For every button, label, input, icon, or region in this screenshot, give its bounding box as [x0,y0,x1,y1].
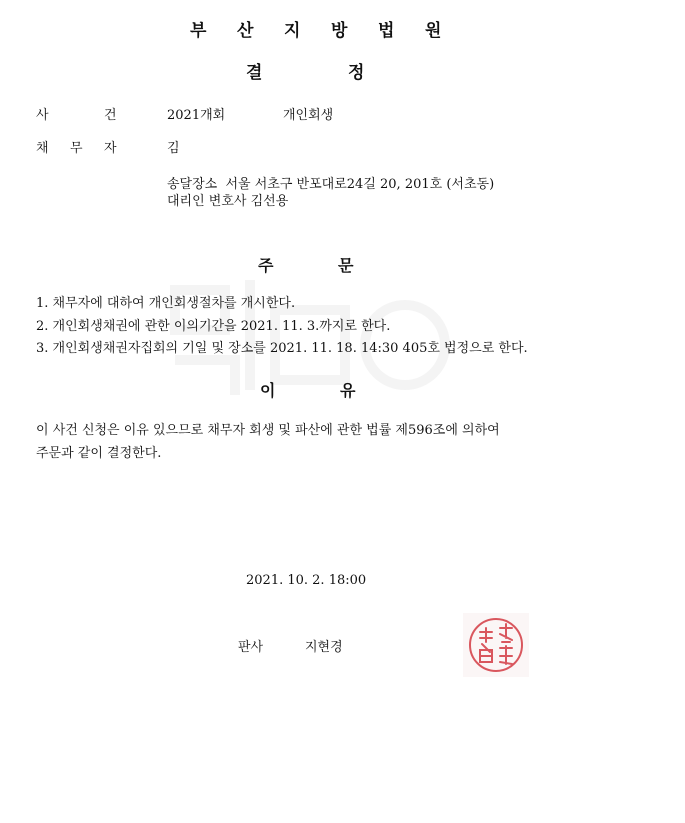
seal-icon [462,612,530,678]
judge-title: 판사 [238,640,264,655]
order-item: 3. 개인회생채권자집회의 기일 및 장소를 2021. 11. 18. 14:30 405호 법정으로 한다. [36,341,528,356]
order-heading-char: 문 [338,256,354,275]
case-label [36,104,117,123]
agent-attorney: 대리인 변호사 김선용 [167,194,289,209]
reason-heading-char: 이 [260,381,276,400]
debtor-label-char: 무 [70,141,83,156]
judge-seal [462,612,530,678]
case-number: 2021개회 [167,108,226,123]
court-name-char: 법 [378,21,395,41]
order-item: 1. 채무자에 대하여 개인회생절차를 개시한다. [36,296,296,311]
document-title-char: 정 [348,63,365,83]
debtor-label-char: 채 [36,141,49,156]
reason-heading-char: 유 [340,381,356,400]
document-title [246,58,364,83]
case-label-char: 사 [36,108,49,123]
court-name-char: 방 [331,21,348,41]
court-name-char: 원 [425,21,442,41]
decision-date: 2021. 10. 2. 18:00 [246,573,367,588]
document-title-char: 결 [246,63,263,83]
order-heading [258,253,353,276]
debtor-label-char: 자 [104,141,117,156]
case-label-char: 건 [104,108,117,123]
court-name-char: 지 [284,21,301,41]
reason-text-line: 이 사건 신청은 이유 있으므로 채무자 회생 및 파산에 관한 법률 제596조에 의하여 [36,423,500,438]
court-name [190,16,441,41]
delivery-address: 송달장소 서울 서초구 반포대로24길 20, 201호 (서초동) [167,177,495,192]
reason-text-line: 주문과 같이 결정한다. [36,446,162,461]
debtor-name: 김 [167,141,180,156]
court-name-char: 부 [190,21,207,41]
order-item: 2. 개인회생채권에 관한 이의기간을 2021. 11. 3.까지로 한다. [36,319,391,334]
case-name: 개인회생 [283,108,334,123]
court-name-char: 산 [237,21,254,41]
debtor-label [36,137,117,156]
reason-heading [260,378,355,401]
judge-name: 지현경 [305,640,343,655]
order-heading-char: 주 [258,256,274,275]
